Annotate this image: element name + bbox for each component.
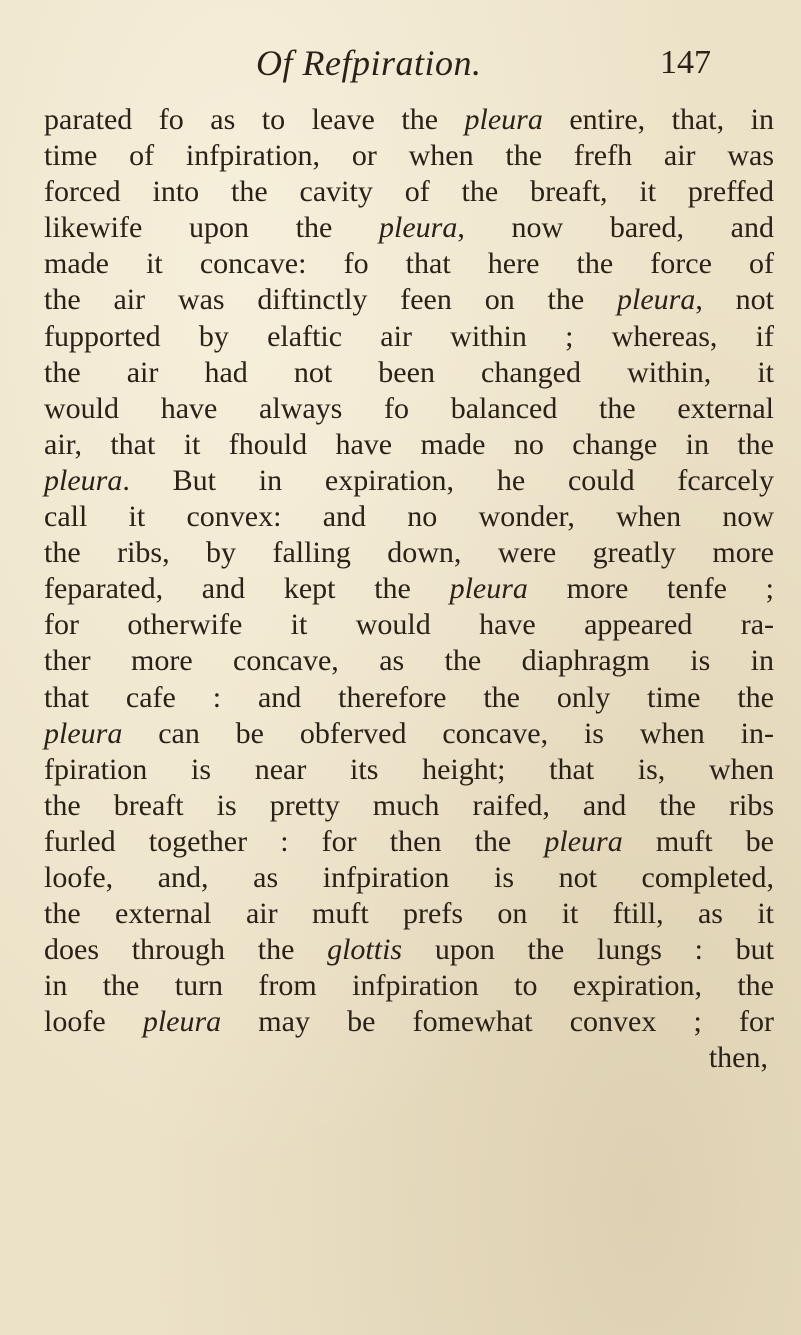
text-run: time of infpiration, or when the frefh air was (44, 139, 774, 173)
italic-term: pleura (544, 824, 623, 858)
text-run: would have always fo balanced the external (44, 391, 774, 425)
text-line (44, 1004, 774, 1040)
text-run: fpiration is near its height; that is, when (44, 752, 774, 786)
text-line (44, 391, 774, 427)
text-run: , not (695, 283, 774, 317)
text-run: loofe (44, 1005, 143, 1039)
text-line (44, 210, 774, 246)
italic-term: pleura (617, 283, 696, 317)
text-run: made it concave: fo that here the force of (44, 247, 774, 281)
text-run: furled together : for then the (44, 824, 545, 858)
italic-term: glottis (327, 933, 403, 967)
text-line (44, 282, 774, 318)
text-line (44, 427, 774, 463)
italic-term: pleura (142, 1005, 222, 1039)
text-run: the air had not been changed within, it (44, 355, 774, 389)
text-line (44, 535, 774, 571)
text-run: in the turn from infpiration to expiration, the (44, 969, 774, 1003)
text-line (44, 499, 774, 535)
text-line (44, 246, 774, 282)
italic-term: pleura (44, 716, 123, 750)
text-run: more tenfe ; (527, 572, 774, 606)
text-run: likewife upon the (44, 211, 379, 245)
italic-term: pleura (449, 572, 528, 606)
running-title: Of Refpiration. (256, 43, 482, 83)
text-run: air, that it fhould have made no change in the (44, 427, 774, 461)
body-text (44, 102, 774, 1077)
text-run: that cafe : and therefore the only time the (44, 680, 774, 714)
text-run: the ribs, by falling down, were greatly more (44, 536, 774, 570)
text-line (44, 571, 774, 607)
text-run: entire, that, in (542, 103, 774, 136)
text-run: feparated, and kept the (44, 572, 450, 606)
text-line (44, 752, 774, 788)
text-run: the external air muft prefs on it ftill, as it (44, 897, 774, 931)
text-line (44, 716, 774, 752)
text-run: , now bared, and (457, 211, 774, 245)
text-run: muft be (622, 824, 774, 858)
text-run: loofe, and, as infpiration is not completed, (44, 860, 774, 894)
text-run: . But in expiration, he could fcarcely (122, 463, 774, 497)
text-line (44, 463, 774, 499)
text-line (44, 968, 774, 1004)
text-line (44, 319, 774, 355)
text-run: can be obferved concave, is when in- (122, 716, 774, 750)
italic-term: pleura (379, 211, 458, 245)
page-number: 147 (660, 44, 711, 81)
text-run: upon the lungs : but (402, 933, 774, 967)
text-run: then, (708, 1041, 768, 1075)
running-head (0, 38, 801, 88)
text-line (44, 932, 774, 968)
text-line (44, 1040, 774, 1076)
text-line (44, 896, 774, 932)
text-run: parated fo as to leave the (44, 103, 465, 136)
text-line (44, 355, 774, 391)
text-run: the air was diftinctly feen on the (44, 283, 617, 317)
text-run: fupported by elaftic air within ; whereas, if (44, 319, 774, 353)
text-line (44, 643, 774, 679)
text-line (44, 174, 774, 210)
text-run: the breaft is pretty much raifed, and the ribs (44, 788, 774, 822)
italic-term: pleura (44, 463, 123, 497)
text-line (44, 102, 774, 138)
text-line (44, 860, 774, 896)
text-line (44, 788, 774, 824)
text-run: may be fomewhat convex ; for (221, 1005, 774, 1039)
text-line (44, 138, 774, 174)
text-run: ther more concave, as the diaphragm is in (44, 644, 774, 678)
text-run: for otherwife it would have appeared ra- (44, 608, 774, 642)
text-line (44, 680, 774, 716)
text-run: does through the (44, 933, 328, 967)
italic-term: pleura (464, 103, 543, 136)
text-line (44, 607, 774, 643)
text-line (44, 824, 774, 860)
text-run: call it convex: and no wonder, when now (44, 500, 774, 534)
text-run: forced into the cavity of the breaft, it preffed (44, 175, 774, 209)
